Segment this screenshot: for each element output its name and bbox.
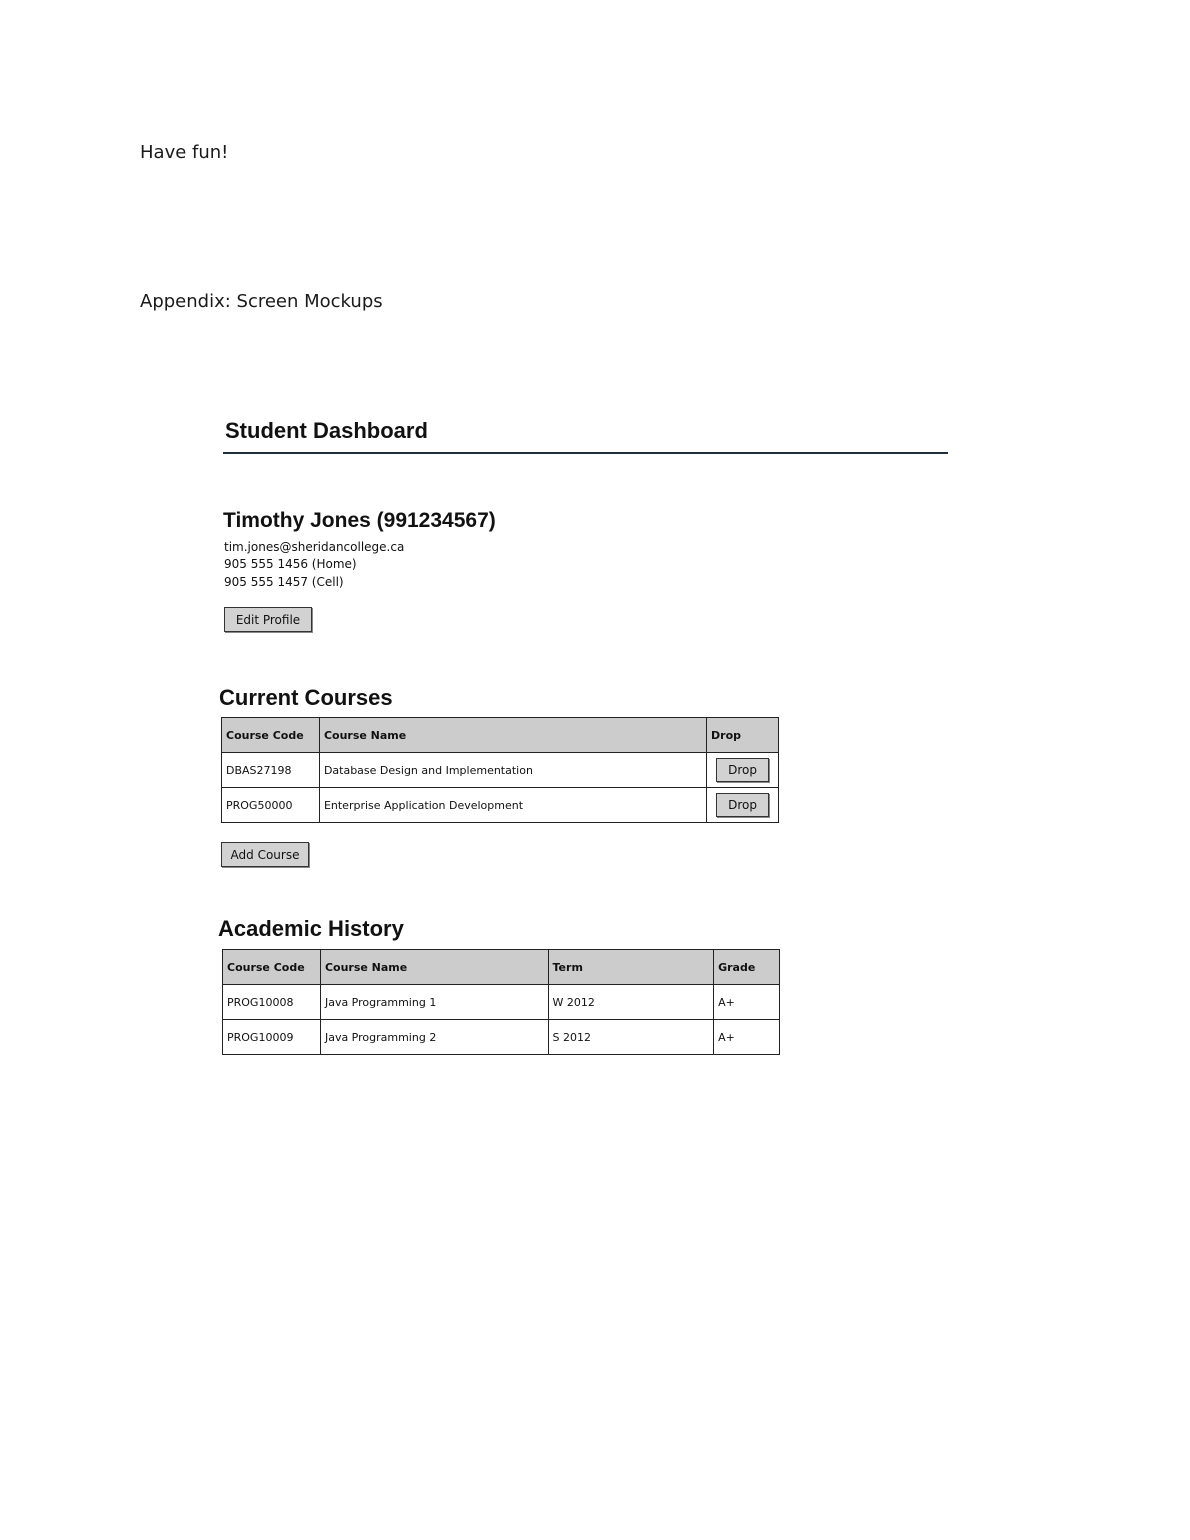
title-divider xyxy=(223,452,948,454)
current-courses-title: Current Courses xyxy=(219,685,393,710)
table-row xyxy=(223,1020,780,1055)
drop-cell xyxy=(707,788,779,823)
student-name: Timothy Jones (991234567) xyxy=(223,509,496,532)
column-header-grade: Grade xyxy=(714,950,780,985)
student-email: tim.jones@sheridancollege.ca xyxy=(224,540,405,554)
column-header-term: Term xyxy=(548,950,714,985)
table-header-row xyxy=(222,718,779,753)
drop-cell xyxy=(707,753,779,788)
doc-text-have-fun: Have fun! xyxy=(140,142,229,163)
grade-cell: A+ xyxy=(714,985,780,1020)
term-cell: S 2012 xyxy=(548,1020,714,1055)
academic-history-table xyxy=(222,949,780,1055)
student-dashboard-mockup xyxy=(218,410,958,1070)
course-name-cell: Enterprise Application Development xyxy=(319,788,706,823)
add-course-button[interactable]: Add Course xyxy=(221,842,309,867)
table-row xyxy=(222,753,779,788)
table-row xyxy=(223,985,780,1020)
drop-button[interactable]: Drop xyxy=(716,758,769,782)
academic-history-title: Academic History xyxy=(218,916,404,941)
course-code-cell: DBAS27198 xyxy=(222,753,320,788)
course-code-cell: PROG10008 xyxy=(223,985,321,1020)
grade-cell: A+ xyxy=(714,1020,780,1055)
table-row xyxy=(222,788,779,823)
column-header-course-name: Course Name xyxy=(319,718,706,753)
column-header-course-code: Course Code xyxy=(222,718,320,753)
course-name-cell: Java Programming 1 xyxy=(320,985,548,1020)
column-header-course-code: Course Code xyxy=(223,950,321,985)
drop-button[interactable]: Drop xyxy=(716,793,769,817)
edit-profile-button[interactable]: Edit Profile xyxy=(224,607,312,632)
current-courses-table xyxy=(221,717,779,823)
page-title: Student Dashboard xyxy=(225,418,428,443)
student-cell-phone: 905 555 1457 (Cell) xyxy=(224,575,344,589)
term-cell: W 2012 xyxy=(548,985,714,1020)
course-code-cell: PROG50000 xyxy=(222,788,320,823)
table-header-row xyxy=(223,950,780,985)
doc-heading-appendix: Appendix: Screen Mockups xyxy=(140,291,383,312)
course-code-cell: PROG10009 xyxy=(223,1020,321,1055)
student-home-phone: 905 555 1456 (Home) xyxy=(224,557,357,571)
course-name-cell: Database Design and Implementation xyxy=(319,753,706,788)
course-name-cell: Java Programming 2 xyxy=(320,1020,548,1055)
column-header-course-name: Course Name xyxy=(320,950,548,985)
column-header-drop: Drop xyxy=(707,718,779,753)
